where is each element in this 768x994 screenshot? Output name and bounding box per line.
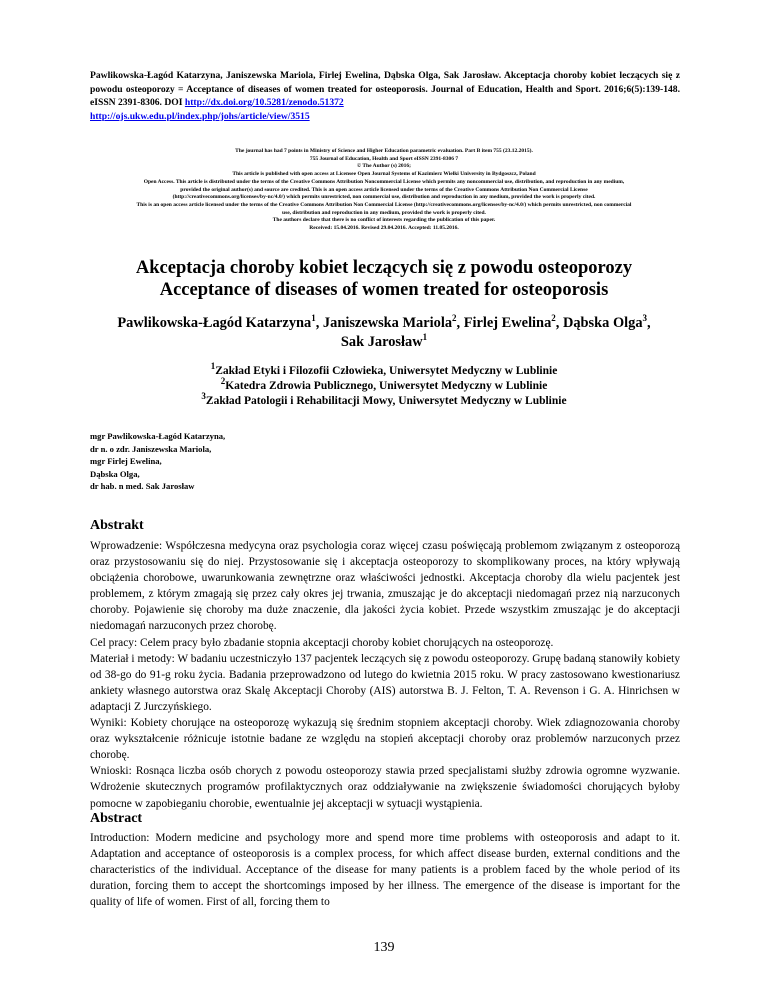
author-line-1 — [60, 314, 708, 333]
author-list — [60, 314, 708, 352]
meta-line: Received: 15.04.2016. Revised 29.04.2016. Accepted: 11.05.2016. — [309, 225, 459, 232]
degree-line: dr hab. n med. Sak Jarosław — [90, 481, 195, 491]
affiliation-number: 1 — [210, 361, 216, 372]
degree-line: mgr Firlej Ewelina, — [90, 456, 162, 466]
author-affiliation-mark: 3 — [642, 313, 648, 324]
meta-line: 755 Journal of Education, Health and Sport eISSN 2391-8306 7 — [309, 155, 459, 162]
meta-line: provided the original author(s) and source are credited. This is an open access article licensed under the terms of the Creative Commons Attribution Non Commercial License — [180, 186, 588, 193]
affiliation — [60, 361, 708, 379]
affiliation — [60, 391, 708, 409]
author-separator: , — [315, 315, 323, 331]
author-separator: , — [456, 315, 464, 331]
title-polish: Akceptacja choroby kobiet leczących się z powodu osteoporozy — [135, 258, 633, 278]
affiliation-list — [60, 361, 708, 409]
article-link[interactable]: http://ojs.ukw.edu.pl/index.php/johs/article/view/3515 — [90, 110, 310, 122]
author-affiliation-mark: 1 — [422, 332, 428, 343]
author-affiliation-mark: 2 — [452, 313, 457, 324]
author-name: Dąbska Olga — [562, 315, 643, 331]
page-number: 139 — [373, 940, 395, 955]
abstrakt-paragraph: Wnioski: Rosnąca liczba osób chorych z powodu osteoporozy stawia przed specjalistami służby zdrowia ogromne wyzwanie. Wdrożenie skutecznych programów profilaktycznych oraz oddziaływanie na zwiększenie świadomości chorujących byłoby pomocne w zapobieganiu chorobie, ewentualnie jej akceptacji w sytuacji wystąpienia. — [90, 765, 680, 810]
author-name: Firlej Ewelina — [463, 315, 552, 331]
abstract-paragraph: Introduction: Modern medicine and psychology more and spend more time problems with osteoporosis and adapt to it. Adaptation and acceptance of osteoporosis is a complex process, for which affect disease burden, external conditions and the characteristics of the individual. Acceptance of the disease for many patients is a problem faced by the whole period of its duration, forcing them to accept the shortcomings imposed by her illness. The emergence of the disease is important for the quality of life of women. First of all, forcing them to — [90, 832, 680, 909]
author-name: Sak Jarosław — [340, 334, 423, 350]
affiliation-text: Zakład Patologii i Rehabilitacji Mowy, Uniwersytet Medyczny w Lublinie — [205, 395, 567, 407]
degree-line: mgr Pawlikowska-Łagód Katarzyna, — [90, 431, 226, 441]
abstract-heading: Abstract — [90, 811, 143, 826]
journal-license-info — [6, 148, 762, 233]
meta-line: The journal has had 7 points in Ministry of Science and Higher Education parametric evaluation. Part B item 755 (23.12.2015). — [235, 148, 533, 154]
meta-line: This article is published with open access at Licensee Open Journal Systems of Kazimierz Wielki University in Bydgoszcz, Poland — [232, 171, 536, 178]
author-separator: , — [555, 315, 563, 331]
meta-line: use, distribution and reproduction in any medium, provided the work is properly cited. — [282, 209, 486, 216]
abstract-body — [90, 830, 680, 910]
article-title — [60, 257, 708, 301]
author-affiliation-mark: 1 — [311, 313, 316, 324]
author-line-2 — [60, 333, 708, 352]
author-name: Janiszewska Mariola — [322, 315, 453, 331]
affiliation-text: Zakład Etyki i Filozofii Człowieka, Uniwersytet Medyczny w Lublinie — [215, 365, 558, 377]
citation-block — [90, 69, 680, 123]
author-separator: , — [647, 315, 651, 331]
author-name: Pawlikowska-Łagód Katarzyna — [117, 315, 312, 331]
affiliation — [60, 376, 708, 394]
affiliation-number: 3 — [201, 391, 206, 402]
meta-line: Open Access. This article is distributed under the terms of the Creative Commons Attribution Noncommercial License which permits any noncommercial use, distribution, and reproduction in any medium, — [143, 178, 625, 185]
author-degrees — [90, 430, 390, 493]
affiliation-number: 2 — [220, 376, 226, 387]
abstrakt-paragraph: Wyniki: Kobiety chorujące na osteoporozę wykazują się średnim stopniem akceptacji choroby. Wiek zdiagnozowania choroby oraz wykształcenie różnicuje istotnie badane ze względu na stopień akceptacji choroby oraz problemów narzuconych przez chorobę. — [90, 717, 680, 762]
degree-line: dr n. o zdr. Janiszewska Mariola, — [90, 443, 212, 454]
meta-line: This is an open access article licensed under the terms of the Creative Commons Attribution Non Commercial License (http://creativecommons.org/licenses/by-nc/4.0/) which permits unrestricted, non commercial — [136, 201, 632, 208]
abstrakt-paragraph: Wprowadzenie: Współczesna medycyna oraz psychologia coraz więcej czasu poświęcają problemom związanym z osteoporozą oraz przystosowaniu się do niej. Przystosowanie się i akceptacja osteoporozy to skomplikowany proces, na który wpływają obciążenia chorobowe, uwarunkowania zewnętrzne oraz właściwości jednostki. Akceptacja choroby dla wielu pacjentek jest problemem, z którym zmagają się przez cały okres jej trwania, zmuszając je do akceptacji niedomagań przez nią narzuconych choroby. Pojawienie się choroby ma duże znaczenie, dla jakości życia kobiet. Przede wszystkim zmuszając je do akceptacji niedomagań narzuconych przez chorobę. — [90, 540, 680, 633]
meta-line: The authors declare that there is no conflict of interests regarding the publication of this paper. — [272, 217, 496, 224]
title-english: Acceptance of diseases of women treated for osteoporosis — [159, 280, 609, 300]
author-affiliation-mark: 2 — [551, 313, 556, 324]
abstrakt-paragraph: Cel pracy: Celem pracy było zbadanie stopnia akceptacji choroby kobiet chorujących na osteoporozę. — [90, 636, 554, 649]
abstrakt-paragraph: Materiał i metody: W badaniu uczestniczyło 137 pacjentek leczących się z powodu osteoporozy. Grupę badaną stanowiły kobiety od 38-go do 91-g roku życia. Badania przeprowadzono od lutego do kwietnia 2015 roku. W pracy zastosowano kwestionariusz ankiety własnego autorstwa oraz Skalę Akceptacji Choroby (AIS) autorstwa B. J. Felton, T. A. Revenson i G. A. Hinrichsen w adaptacji Z Jurczyńskiego. — [90, 652, 681, 713]
degree-line: Dąbska Olga, — [90, 468, 140, 479]
abstrakt-heading: Abstrakt — [90, 518, 144, 533]
meta-line: (http://creativecommons.org/licenses/by-nc/4.0/) which permits unrestricted, non commercial use, distribution and reproduction in any medium, provided the work is properly cited. — [172, 194, 596, 201]
affiliation-text: Katedra Zdrowia Publicznego, Uniwersytet Medyczny w Lublinie — [225, 380, 548, 392]
meta-line: © The Author (s) 2016; — [356, 163, 412, 170]
citation-text: Pawlikowska-Łagód Katarzyna, Janiszewska Mariola, Firlej Ewelina, Dąbska Olga, Sak Jarosław. Akceptacja choroby kobiet leczących się z powodu osteoporozy = Acceptance of diseases of women treated for osteoporosis. Journal of Education, Health and Sport. 2016;6(5):139-148. eISSN 2391-8306. DOI — [90, 70, 680, 108]
abstrakt-body — [90, 538, 680, 812]
doi-link[interactable]: http://dx.doi.org/10.5281/zenodo.51372 — [184, 97, 344, 108]
